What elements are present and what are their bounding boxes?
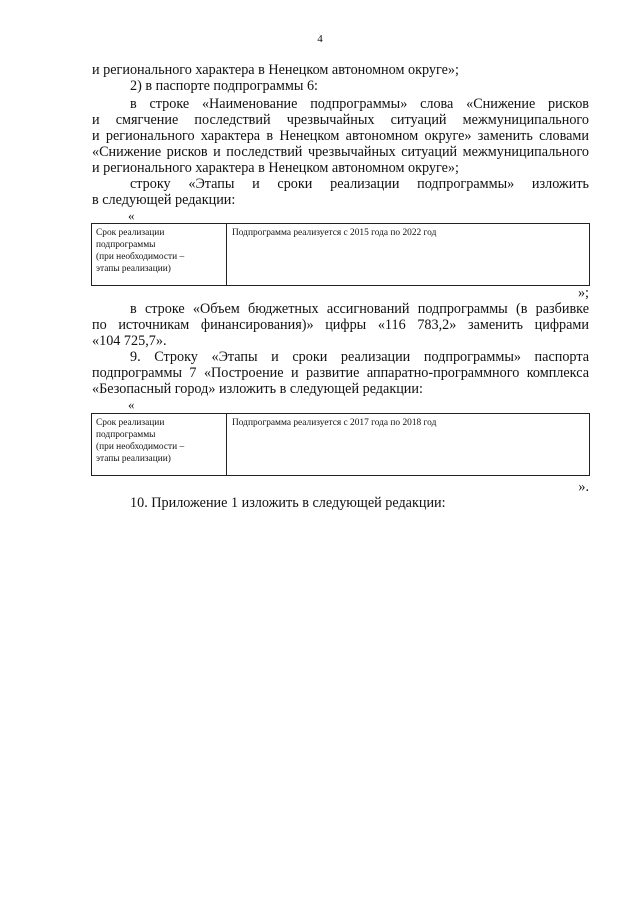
paragraph-line: в строке «Наименование подпрограммы» слова «Снижение рисков <box>130 96 589 112</box>
paragraph-line: «Безопасный город» изложить в следующей редакции: <box>92 381 423 397</box>
quote-close: ». <box>578 479 589 495</box>
table-label-cell <box>92 224 227 285</box>
quote-close: »; <box>577 285 589 301</box>
page-number: 4 <box>317 33 323 45</box>
table-value-cell: Подпрограмма реализуется с 2015 года по 2022 год <box>232 228 437 238</box>
paragraph-line: 9. Строку «Этапы и сроки реализации подпрограммы» паспорта <box>130 349 589 365</box>
table-label-line: этапы реализации) <box>96 264 171 274</box>
paragraph-line: 2) в паспорте подпрограммы 6: <box>130 78 318 94</box>
table-label-line: этапы реализации) <box>96 454 171 464</box>
term-table <box>91 223 590 286</box>
term-table <box>91 413 590 476</box>
paragraph-line: и регионального характера в Ненецком автономном округе»; <box>92 62 459 78</box>
paragraph-line: «104 725,7». <box>92 333 167 349</box>
paragraph-line: и смягчение последствий чрезвычайных ситуаций межмуниципального <box>92 112 589 128</box>
paragraph-line: «Снижение рисков и последствий чрезвычайных ситуаций межмуниципального <box>92 144 589 160</box>
paragraph-line: в следующей редакции: <box>92 192 236 208</box>
table-label-line: подпрограммы <box>96 240 156 250</box>
paragraph-line: и регионального характера в Ненецком автономном округе» заменить словами <box>92 128 589 144</box>
table-label-line: Срок реализации <box>96 418 165 428</box>
table-label-cell <box>92 414 227 475</box>
table-label-line: (при необходимости – <box>96 252 185 262</box>
table-label-line: (при необходимости – <box>96 442 185 452</box>
paragraph-line: подпрограммы 7 «Построение и развитие аппаратно-программного комплекса <box>92 365 589 381</box>
table-label-line: Срок реализации <box>96 228 165 238</box>
paragraph-line: и регионального характера в Ненецком автономном округе»; <box>92 160 459 176</box>
quote-open: « <box>128 208 135 223</box>
table-value-cell: Подпрограмма реализуется с 2017 года по 2018 год <box>232 418 437 428</box>
paragraph-line: 10. Приложение 1 изложить в следующей редакции: <box>130 495 446 511</box>
quote-open: « <box>128 397 135 412</box>
table-label-line: подпрограммы <box>96 430 156 440</box>
paragraph-line: по источникам финансирования)» цифры «116 783,2» заменить цифрами <box>92 317 589 333</box>
paragraph-line: в строке «Объем бюджетных ассигнований подпрограммы (в разбивке <box>130 301 589 317</box>
paragraph-line: строку «Этапы и сроки реализации подпрограммы» изложить <box>130 176 589 192</box>
